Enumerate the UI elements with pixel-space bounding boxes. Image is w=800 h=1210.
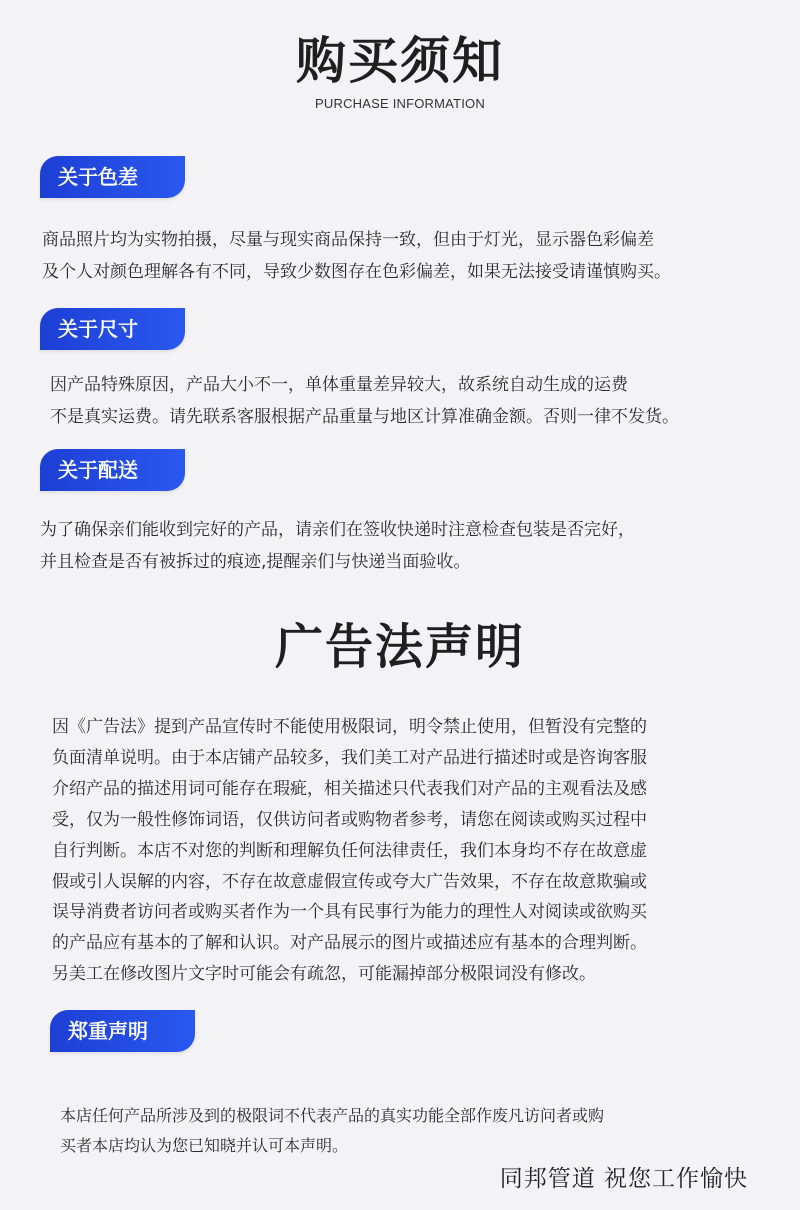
section-text-color — [42, 224, 671, 288]
text-line: 负面清单说明。由于本店铺产品较多，我们美工对产品进行描述时或是咨询客服 — [52, 747, 647, 768]
section-text-size — [50, 369, 679, 433]
text-line: 因《广告法》提到产品宣传时不能使用极限词，明令禁止使用，但暂没有完整的 — [52, 717, 647, 737]
page-title: 购买须知 — [296, 32, 504, 90]
text-line: 误导消费者访问者或购买者作为一个具有民事行为能力的理性人对阅读或欲购买 — [52, 902, 647, 923]
section-tag-color: 关于色差 — [40, 156, 185, 198]
footer-greeting: 同邦管道 祝您工作愉快 — [499, 1166, 748, 1192]
text-line: 为了确保亲们能收到完好的产品，请亲们在签收快递时注意检查包装是否完好， — [40, 520, 635, 540]
page-subtitle: PURCHASE INFORMATION — [315, 96, 485, 111]
section-text-delivery — [40, 514, 635, 578]
text-line: 买者本店均认为您已知晓并认可本声明。 — [60, 1136, 349, 1155]
text-line: 介绍产品的描述用词可能存在瑕疵，相关描述只代表我们对产品的主观看法及感 — [52, 778, 647, 799]
law-text — [52, 712, 647, 990]
text-line: 本店任何产品所涉及到的极限词不代表产品的真实功能全部作废凡访问者或购 — [60, 1106, 605, 1125]
text-line: 及个人对颜色理解各有不同，导致少数图存在色彩偏差，如果无法接受请谨慎购买。 — [42, 262, 671, 282]
text-line: 受，仅为一般性修饰词语，仅供访问者或购物者参考，请您在阅读或购买过程中 — [52, 809, 647, 830]
text-line: 的产品应有基本的了解和认识。对产品展示的图片或描述应有基本的合理判断。 — [52, 933, 647, 954]
law-title: 广告法声明 — [274, 619, 525, 675]
text-line: 因产品特殊原因，产品大小不一，单体重量差异较大，故系统自动生成的运费 — [50, 375, 628, 395]
section-tag-size: 关于尺寸 — [40, 308, 185, 350]
text-line: 并且检查是否有被拆过的痕迹,提醒亲们与快递当面验收。 — [40, 552, 471, 572]
text-line: 假或引人误解的内容，不存在故意虚假宣传或夸大广告效果，不存在故意欺骗或 — [52, 871, 647, 892]
section-tag-statement: 郑重声明 — [50, 1010, 195, 1052]
text-line: 不是真实运费。请先联系客服根据产品重量与地区计算准确金额。否则一律不发货。 — [50, 407, 679, 427]
statement-text — [60, 1101, 604, 1161]
text-line: 另美工在修改图片文字时可能会有疏忽，可能漏掉部分极限词没有修改。 — [52, 964, 596, 985]
text-line: 商品照片均为实物拍摄，尽量与现实商品保持一致，但由于灯光，显示器色彩偏差 — [42, 230, 654, 250]
text-line: 自行判断。本店不对您的判断和理解负任何法律责任，我们本身均不存在故意虚 — [52, 840, 647, 861]
section-tag-delivery: 关于配送 — [40, 449, 185, 491]
